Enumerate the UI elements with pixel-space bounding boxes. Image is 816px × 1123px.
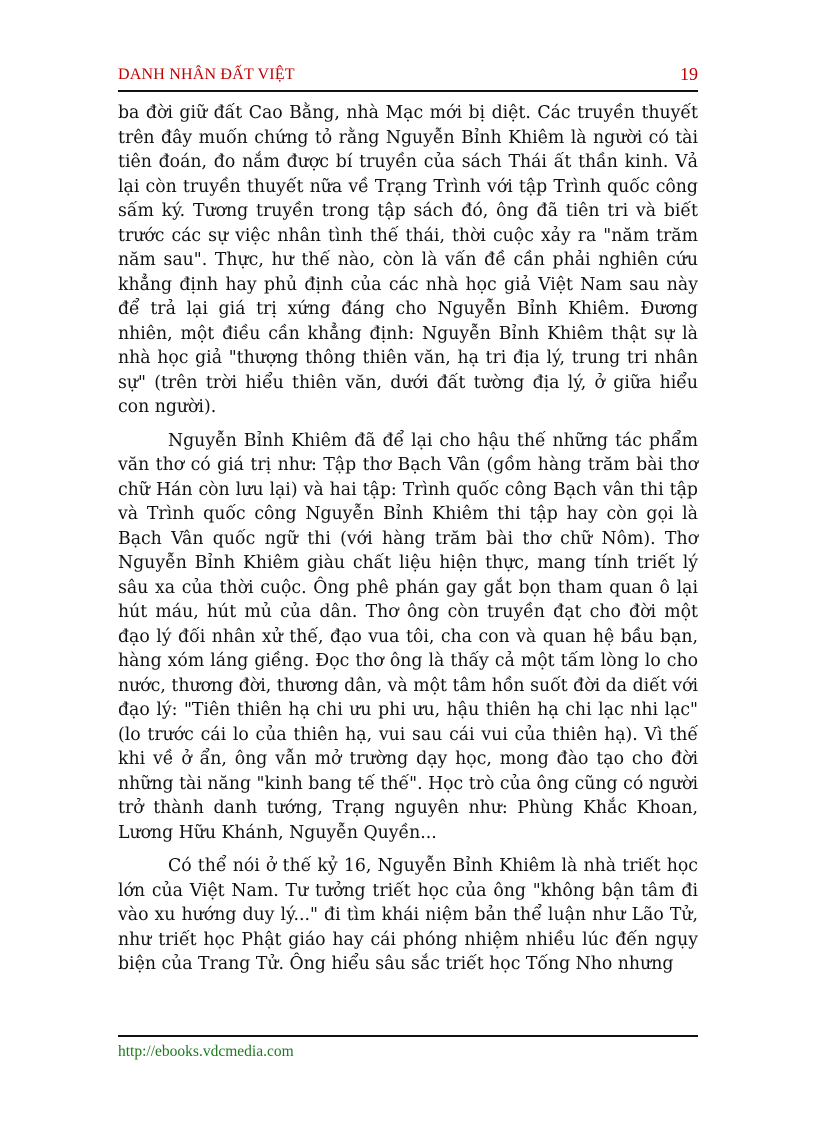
paragraph-continued: ba đời giữ đất Cao Bằng, nhà Mạc mới bị diệt. Các truyền thuyết trên đây muốn chứng tỏ rằng Nguyễn Bỉnh Khiêm là người có tài tiên đoán, đo nắm được bí truyền của sách Thái ất thần kinh. Vả lại còn truyền thuyết nữa về Trạng Trình với tập Trình quốc công sấm ký. Tương truyền trong tập sách đó, ông đã tiên tri và biết trước các sự việc nhân tình thế thái, thời cuộc xảy ra "năm trăm năm sau". Thực, hư thế nào, còn là vấn đề cần phải nghiên cứu khẳng định hay phủ định của các nhà học giả Việt Nam sau này để trả lại giá trị xứng đáng cho Nguyễn Bỉnh Khiêm. Đương nhiên, một điều cần khẳng định: Nguyễn Bỉnh Khiêm thật sự là nhà học giả "thượng thông thiên văn, hạ tri địa lý, trung tri nhân sự" (trên trời hiểu thiên văn, dưới đất tường địa lý, ở giữa hiểu con người).: [118, 103, 698, 417]
page-number: 19: [680, 64, 698, 84]
page-header: [118, 64, 698, 92]
footer-divider: [118, 1035, 698, 1037]
running-title: DANH NHÂN ĐẤT VIỆT: [118, 66, 295, 83]
body-text: [118, 101, 698, 977]
footer-url-link[interactable]: http://ebooks.vdcmedia.com: [118, 1043, 294, 1060]
paragraph-works: Nguyễn Bỉnh Khiêm đã để lại cho hậu thế những tác phẩm văn thơ có giá trị như: Tập thơ Bạch Vân (gồm hàng trăm bài thơ chữ Hán còn lưu lại) và hai tập: Trình quốc công Bạch vân thi tập và Trình quốc công Nguyễn Bỉnh Khiêm thi tập hay còn gọi là Bạch Vân quốc ngữ thi (với hàng trăm bài thơ chữ Nôm). Thơ Nguyễn Bỉnh Khiêm giàu chất liệu hiện thực, mang tính triết lý sâu xa của thời cuộc. Ông phê phán gay gắt bọn tham quan ô lại hút máu, hút mủ của dân. Thơ ông còn truyền đạt cho đời một đạo lý đối nhân xử thế, đạo vua tôi, cha con và quan hệ bầu bạn, hàng xóm láng giềng. Đọc thơ ông là thấy cả một tấm lòng lo cho nước, thương đời, thương dân, và một tâm hồn suốt đời da diết với đạo lý: "Tiên thiên hạ chi ưu phi ưu, hậu thiên hạ chi lạc nhi lạc" (lo trước cái lo của thiên hạ, vui sau cái vui của thiên hạ). Vì thế khi về ở ẩn, ông vẫn mở trường dạy học, mong đào tạo cho đời những tài năng "kinh bang tế thế". Học trò của ông cũng có người trở thành danh tướng, Trạng nguyên như: Phùng Khắc Khoan, Lương Hữu Khánh, Nguyễn Quyền...: [118, 430, 698, 843]
paragraph-philosophy: Có thể nói ở thế kỷ 16, Nguyễn Bỉnh Khiêm là nhà triết học lớn của Việt Nam. Tư tưởng triết học của ông "không bận tâm đi vào xu hướng duy lý..." đi tìm khái niệm bản thể luận như Lão Tử, như triết học Phật giáo hay cái phóng nhiệm nhiều lúc đến ngụy biện của Trang Tử. Ông hiểu sâu sắc triết học Tống Nho nhưng: [118, 856, 698, 974]
